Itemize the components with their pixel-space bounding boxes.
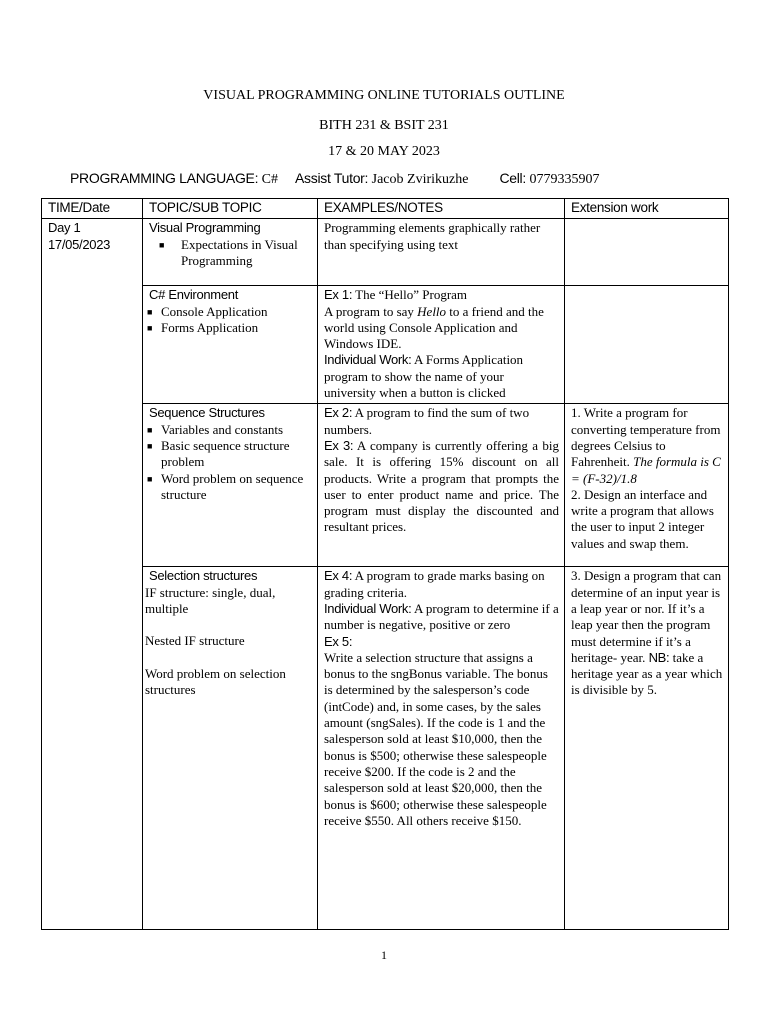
topic-cell (143, 286, 318, 404)
tutor-label: Assist Tutor: (295, 170, 369, 186)
example-label: Ex 2: (324, 405, 353, 421)
notes-cell: Ex 2: A program to find the sum of two numbers. Ex 3: A company is currently offering a big sale. It is offering 15% discount on all products. Write a program that prompts the user to enter product name and price. The program must display the discounted and resultant prices. (318, 404, 565, 567)
header-extension: Extension work (565, 199, 729, 219)
header-time-date: TIME/Date (42, 199, 143, 219)
nb-label: NB: (648, 649, 670, 665)
tutor-value: Jacob Zvirikuzhe (371, 172, 469, 187)
extension-cell: 3. Design a program that can determine of an input year is a leap year or nor. If it’s a leap year then the program must determine if it’s a heritage- year. NB: take a heritage year as a year which is divisible by 5. (565, 567, 729, 930)
subtopic-list (149, 422, 312, 503)
individual-work-label: Individual Work: (324, 352, 412, 368)
selection-line: Word problem on selection structures (145, 665, 286, 697)
page-number: 1 (381, 948, 387, 962)
example-label: Ex 4: (324, 568, 353, 584)
topic-cell (143, 567, 318, 930)
notes-text: Programming elements graphically rather than specifying using text (324, 220, 541, 252)
language-label: PROGRAMMING LANGUAGE: (70, 170, 259, 186)
topic-csharp-environment: C# Environment (149, 287, 239, 303)
list-item: ■ Expectations in Visual Programming (159, 236, 298, 268)
tutorial-dates: 17 & 20 MAY 2023 (328, 144, 440, 159)
subtopic-list (149, 304, 312, 337)
course-meta-line (70, 170, 599, 188)
course-codes: BITH 231 & BSIT 231 (319, 118, 449, 133)
list-item: ■ Console Application (147, 303, 268, 319)
table-row (42, 219, 729, 286)
outline-table (41, 198, 729, 930)
notes-cell (318, 219, 565, 286)
example-label: Ex 1: (324, 287, 353, 303)
day-date: 17/05/2023 (48, 236, 111, 252)
topic-visual-programming: Visual Programming (149, 220, 261, 236)
list-item: ■ Basic sequence structure problem (147, 437, 290, 470)
example-label: Ex 5: (324, 633, 353, 649)
list-item: ■ Variables and constants (147, 421, 284, 437)
topic-cell (143, 404, 318, 567)
subtopic-list (149, 237, 312, 270)
table-header-row (42, 199, 729, 219)
notes-cell: Ex 4: A program to grade marks basing on grading criteria. Individual Work: A program to determine if a number is negative, positive or zero Ex 5: Write a selection structure that assigns a bonus to the sngBonus variable. The bonus is determined by the salesperson’s code (intCode) and, in some cases, by the sales amount (sngSales). If the code is 1 and the salesperson sold at least $10,000, then the bonus is $500; otherwise these salespeople receive $200. If the code is 2 and the salesperson sold at least $20,000, then the bonus is $600; otherwise these salespeople receive $550. All others receive $150. (318, 567, 565, 930)
list-item: ■ Word problem on sequence structure (147, 470, 304, 502)
day-label: Day 1 (48, 220, 81, 236)
topic-selection-structures: Selection structures (149, 568, 258, 584)
table-row (42, 404, 729, 567)
selection-line: IF structure: single, dual, multiple (145, 584, 276, 616)
header-topic: TOPIC/SUB TOPIC (143, 199, 318, 219)
selection-line: Nested IF structure (145, 633, 245, 649)
example-label: Ex 3: (324, 437, 354, 453)
table-row (42, 286, 729, 404)
topic-sequence-structures: Sequence Structures (149, 405, 265, 421)
day-cell (42, 219, 143, 930)
notes-cell: Ex 1: The “Hello” Program A program to say Hello to a friend and the world using Console Application and Windows IDE. Individual Work: A Forms Application program to show the name of your university when a button is clicked (318, 286, 565, 404)
cell-value: 0779335907 (529, 172, 600, 187)
header-examples: EXAMPLES/NOTES (318, 199, 565, 219)
language-value: C# (261, 172, 279, 187)
extension-cell (565, 219, 729, 286)
extension-cell (565, 286, 729, 404)
cell-label: Cell: (499, 170, 526, 186)
document-title: VISUAL PROGRAMMING ONLINE TUTORIALS OUTLINE (203, 88, 565, 103)
individual-work-label: Individual Work: (324, 600, 412, 616)
topic-cell (143, 219, 318, 286)
table-row (42, 567, 729, 930)
extension-cell: 1. Write a program for converting temperature from degrees Celsius to Fahrenheit. The formula is C = (F-32)/1.8 2. Design an interface and write a program that allows the user to input 2 integer values and swap them. (565, 404, 729, 567)
list-item: ■ Forms Application (147, 319, 259, 335)
